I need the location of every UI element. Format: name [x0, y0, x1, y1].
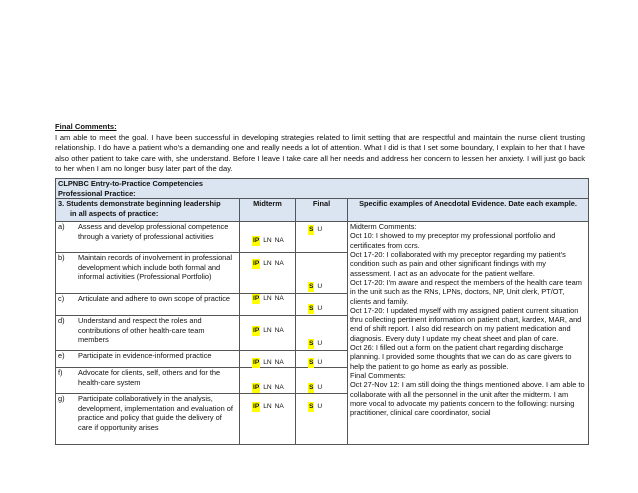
rating-na: NA: [274, 359, 284, 367]
table-title-line2: Professional Practice:: [58, 188, 136, 198]
rating-ln: LN: [263, 384, 272, 392]
rating-na: NA: [274, 403, 284, 411]
criterion-letter: e): [58, 351, 65, 361]
midterm-rating-e: [240, 351, 296, 368]
final-comments-section: [55, 122, 585, 175]
rating-u: U: [317, 403, 323, 411]
rating-s-selected: S: [309, 384, 314, 392]
rating-u: U: [317, 340, 323, 348]
criterion-text: Participate in evidence-informed practice: [78, 351, 212, 361]
rating-ln: LN: [263, 403, 272, 411]
midterm-rating-b: [240, 253, 296, 294]
final-rating-g: [296, 394, 348, 445]
rating-ip-selected: IP: [253, 260, 260, 268]
rating-u: U: [317, 384, 323, 392]
rating-s-selected: S: [309, 403, 314, 411]
criterion-text: Articulate and adhere to own scope of practice: [78, 294, 231, 304]
rating-ln: LN: [263, 260, 272, 268]
header-criterion-line2: in all aspects of practice:: [70, 208, 159, 218]
rating-na: NA: [274, 237, 284, 245]
criterion-letter: a): [58, 222, 65, 232]
rating-ln: LN: [263, 295, 272, 303]
rating-u: U: [317, 305, 323, 313]
criterion-letter: c): [58, 294, 65, 304]
criterion-text: Participate collaboratively in the analysis, development, implementation and evaluation of practice and policy that guide the delivery of care if opportunity arises: [78, 394, 233, 432]
criterion-text: Understand and respect the roles and contributions of other health-care team members: [78, 316, 205, 345]
rating-ln: LN: [263, 237, 272, 245]
rating-s-selected: S: [309, 305, 314, 313]
table-header-row: [56, 199, 589, 222]
header-criterion: [56, 199, 240, 222]
midterm-rating-d: [240, 316, 296, 351]
rating-na: NA: [274, 260, 284, 268]
criterion-letter: b): [58, 253, 65, 263]
final-rating-b: [296, 253, 348, 294]
midterm-rating-c: [240, 294, 296, 316]
criterion-cell-f: [56, 368, 240, 394]
criterion-cell-c: [56, 294, 240, 316]
rating-s-selected: S: [309, 340, 314, 348]
criterion-cell-g: [56, 394, 240, 445]
criterion-text: Maintain records of involvement in professional development which include both formal and informal activities (Professional Portfolio): [78, 253, 233, 282]
criterion-cell-a: [56, 222, 240, 253]
rating-na: NA: [274, 384, 284, 392]
midterm-rating-f: [240, 368, 296, 394]
evidence-line: Oct 17-20: I'm aware and respect the members of the health care team in the unit such as the RNs, LPNs, doctors, NP, Unit clerk, PT/OT, clients and family.: [350, 277, 582, 306]
competency-evaluation-table: [55, 178, 589, 445]
criterion-cell-d: [56, 316, 240, 351]
table-title-cell: [56, 179, 589, 199]
criterion-letter: f): [58, 368, 63, 378]
evidence-line: Oct 17-20: I updated myself with my assigned patient current situation thru collecting pertinent information on patient chart, kardex, MAR, and end of shift report. I also did research on my patient medication and diagnosis. Every duty I update my cheat sheet and plan of care.: [350, 305, 582, 343]
evidence-line: Oct 17-20: I collaborated with my preceptor regarding my patient's condition such as pain and other significant findings with my assessment. I act as an advocate for the patient welfare.: [350, 250, 566, 278]
midterm-rating-a: [240, 222, 296, 253]
rating-s-selected: S: [309, 283, 314, 291]
rating-ip-selected: IP: [253, 295, 260, 303]
final-rating-e: [296, 351, 348, 368]
evidence-line: Oct 27-Nov 12: I am still doing the things mentioned above. I am able to collaborate with all the personnel in the unit after the midterm. I am more vocal to advocate my patients concern to the following: nursing practitioner, clinical care coordinator, social: [350, 380, 585, 418]
rating-na: NA: [274, 327, 284, 335]
final-comments-text: I am able to meet the goal. I have been successful in developing strategies related to limit setting that are respectful and maintain the nurse client trusting relationship. I do have a patient who's a demanding one and really needs a lot of attention. What I did is that I set some boundary, I explain to her that I have also other patient to take care with, she understand. Before I leave I take care all her needs and address her concern to lessen her anxiety. I will just go back to her when I am no longer busy later part of the day.: [55, 132, 585, 174]
criterion-cell-b: [56, 253, 240, 294]
midterm-rating-g: [240, 394, 296, 445]
criterion-letter: d): [58, 316, 65, 326]
final-rating-c: [296, 294, 348, 316]
final-rating-f: [296, 368, 348, 394]
final-rating-d: [296, 316, 348, 351]
table-title-line1: CLPNBC Entry-to-Practice Competencies: [58, 179, 203, 188]
header-final: Final: [296, 199, 348, 222]
criterion-text: Assess and develop professional competence through a variety of professional activities: [78, 222, 229, 241]
table-title-row: [56, 179, 589, 199]
rating-s-selected: S: [309, 226, 314, 234]
rating-ln: LN: [263, 327, 272, 335]
table-row: [56, 222, 589, 253]
final-comments-heading: Final Comments:: [55, 122, 117, 131]
rating-ln: LN: [263, 359, 272, 367]
evidence-line: Midterm Comments:: [350, 222, 417, 232]
rating-s-selected: S: [309, 359, 314, 367]
rating-u: U: [317, 359, 323, 367]
anecdotal-evidence-cell: [348, 222, 589, 445]
rating-u: U: [317, 226, 323, 234]
evidence-line: Oct 26: I filled out a form on the patient chart regarding discharge planning. I provided some thoughts that we can do as care givers to help the patient to go home as early as possible.: [350, 343, 572, 371]
rating-ip-selected: IP: [253, 327, 260, 335]
criterion-letter: g): [58, 394, 65, 404]
rating-u: U: [317, 283, 323, 291]
evidence-line: Oct 10: I showed to my preceptor my professional portfolio and certificates from ccrs.: [350, 231, 556, 250]
rating-ip-selected: IP: [253, 403, 260, 411]
rating-na: NA: [274, 295, 284, 303]
rating-ip-selected: IP: [253, 359, 260, 367]
rating-ip-selected: IP: [253, 384, 260, 392]
header-midterm: Midterm: [240, 199, 296, 222]
header-criterion-line1: 3. Students demonstrate beginning leadership: [58, 199, 221, 209]
header-evidence: Specific examples of Anecdotal Evidence. Date each example.: [348, 199, 589, 222]
criterion-cell-e: [56, 351, 240, 368]
final-rating-a: [296, 222, 348, 253]
rating-ip-selected: IP: [253, 237, 260, 245]
criterion-text: Advocate for clients, self, others and for the health-care system: [78, 368, 221, 387]
evidence-line: Final Comments:: [350, 370, 406, 380]
